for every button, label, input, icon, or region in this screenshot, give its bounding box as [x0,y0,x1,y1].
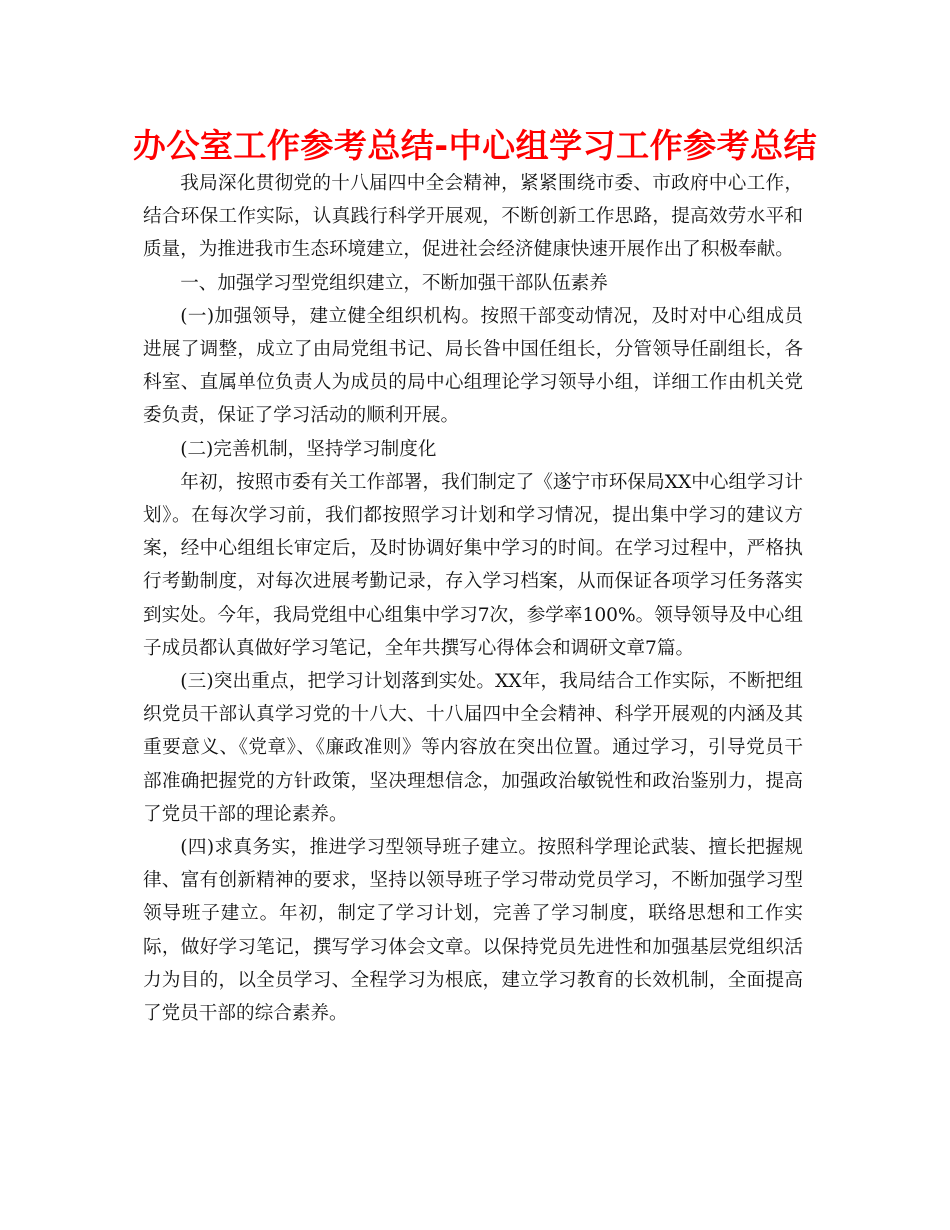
paragraph-key-points: (三)突出重点，把学习计划落到实处。XX年，我局结合工作实际，不断把组织党员干部认真学习党的十八大、十八届四中全会精神、科学开展观的内涵及其重要意义、《党章》、《廉政准则》等内容放在突出位置。通过学习，引导党员干部准确把握党的方针政策，坚决理想信念，加强政治敏锐性和政治鉴别力，提高了党员干部的理论素养。 [143,671,803,825]
section-heading-1: 一、加强学习型党组织建立，不断加强干部队伍素养 [180,272,608,294]
subheading-mechanism: (二)完善机制，坚持学习制度化 [180,438,437,460]
paragraph-leadership-team: (四)求真务实，推进学习型领导班子建立。按照科学理论武装、擅长把握规律、富有创新精神的要求，坚持以领导班子学习带动党员学习，不断加强学习型领导班子建立。年初，制定了学习计划，完善了学习制度，联络思想和工作实际，做好学习笔记，撰写学习体会文章。以保持党员先进性和加强基层党组织活力为目的，以全员学习、全程学习为根底，建立学习教育的长效机制，全面提高了党员干部的综合素养。 [143,837,803,1025]
paragraph-study-plan: 年初，按照市委有关工作部署，我们制定了《遂宁市环保局XX中心组学习计划》。在每次学习前，我们都按照学习计划和学习情况，提出集中学习的建议方案，经中心组组长审定后，及时协调好集中学习的时间。在学习过程中，严格执行考勤制度，对每次进展考勤记录，存入学习档案，从而保证各项学习任务落实到实处。今年，我局党组中心组集中学习7次，参学率100%。领导领导及中心组子成员都认真做好学习笔记，全年共撰写心得体会和调研文章7篇。 [143,471,803,659]
document-title: 办公室工作参考总结-中心组学习工作参考总结 [132,126,818,165]
paragraph-intro: 我局深化贯彻党的十八届四中全会精神，紧紧围绕市委、市政府中心工作，结合环保工作实际，认真践行科学开展观，不断创新工作思路，提高效劳水平和质量，为推进我市生态环境建立，促进社会经济健康快速开展作出了积极奉献。 [143,173,803,261]
document-body [143,167,803,1030]
paragraph-leadership: (一)加强领导，建立健全组织机构。按照干部变动情况，及时对中心组成员进展了调整，成立了由局党组书记、局长昝中国任组长，分管领导任副组长，各科室、直属单位负责人为成员的局中心组理论学习领导小组，详细工作由机关党委负责，保证了学习活动的顺利开展。 [143,305,803,427]
